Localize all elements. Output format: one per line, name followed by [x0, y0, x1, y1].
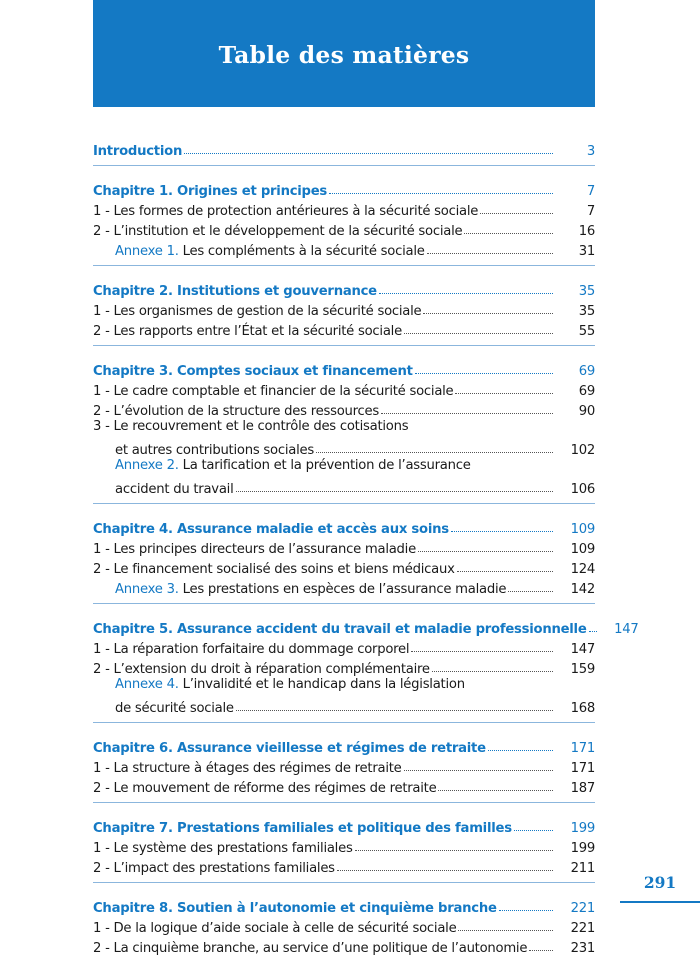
toc-entry-text: 2 - L’impact des prestations familiales — [93, 861, 335, 876]
annex-prefix: Annexe 2. — [115, 458, 179, 473]
dot-leader — [316, 452, 553, 453]
toc-item — [93, 916, 595, 936]
page-ref: 147 — [614, 622, 639, 637]
toc-entry-label — [93, 821, 512, 836]
toc-entry-text: 1 - Les principes directeurs de l’assurance maladie — [93, 542, 416, 557]
toc-entry-label — [115, 482, 234, 497]
dot-leader — [423, 313, 553, 314]
dot-leader — [480, 213, 553, 214]
page-ref: 16 — [578, 224, 595, 239]
toc-entry-first-line — [93, 419, 595, 438]
page-ref: 142 — [570, 582, 595, 597]
toc-entry-text: de sécurité sociale — [115, 701, 234, 716]
page-ref: 171 — [570, 741, 595, 756]
dot-leader — [438, 790, 553, 791]
toc-entry-label — [93, 861, 335, 876]
toc-entry-label — [93, 304, 421, 319]
toc-entry-first-line — [93, 677, 595, 696]
dot-leader — [404, 333, 553, 334]
dot-leader — [499, 910, 553, 911]
dot-leader — [432, 671, 553, 672]
toc-item — [93, 856, 595, 876]
page-ref: 35 — [578, 284, 595, 299]
dot-leader — [458, 930, 553, 931]
toc-entry-label — [93, 841, 353, 856]
dot-leader — [455, 393, 553, 394]
toc-entry-text: Les compléments à la sécurité sociale — [182, 244, 425, 259]
toc-entry-label — [93, 941, 527, 956]
toc-entry-label — [93, 781, 436, 796]
toc-item — [93, 438, 595, 458]
page-ref: 211 — [570, 861, 595, 876]
dot-leader — [337, 870, 553, 871]
toc-entry-text: Chapitre 1. Origines et principes — [93, 184, 328, 199]
toc-entry-label — [93, 901, 497, 916]
toc-section — [93, 276, 595, 346]
page-ref: 90 — [578, 404, 595, 419]
toc-entry-label — [93, 284, 377, 299]
dot-leader — [589, 631, 597, 632]
toc-section — [93, 893, 595, 962]
page-ref: 3 — [586, 144, 595, 159]
table-of-contents — [93, 136, 639, 972]
toc-entry-label — [93, 404, 379, 419]
toc-item — [93, 936, 595, 956]
toc-entry-label — [93, 224, 462, 239]
toc-entry-label — [93, 144, 182, 159]
toc-item — [93, 756, 595, 776]
toc-item — [93, 399, 595, 419]
toc-entry-text: L’invalidité et le handicap dans la législation — [182, 677, 465, 692]
toc-entry-label — [115, 582, 506, 597]
toc-entry-text: et autres contributions sociales — [115, 443, 314, 458]
toc-item — [93, 776, 595, 796]
toc-chapter — [93, 893, 595, 916]
toc-entry-text: 2 - Le mouvement de réforme des régimes de retraite — [93, 781, 437, 796]
toc-item — [93, 657, 595, 677]
dot-leader — [488, 750, 553, 751]
toc-entry-text: Chapitre 5. Assurance accident du travail et maladie professionnelle — [93, 622, 587, 637]
toc-entry-text: 1 - Les organismes de gestion de la sécurité sociale — [93, 304, 422, 319]
toc-entry-text: 1 - La structure à étages des régimes de retraite — [93, 761, 402, 776]
toc-section — [93, 813, 595, 883]
page-ref: 35 — [578, 304, 595, 319]
page-ref: 7 — [586, 204, 595, 219]
page-ref: 69 — [578, 384, 595, 399]
toc-item — [93, 319, 595, 339]
toc-entry-text: 2 - La cinquième branche, au service d’une politique de l’autonomie — [93, 941, 528, 956]
toc-chapter — [93, 813, 595, 836]
toc-entry-text: 1 - La réparation forfaitaire du dommage corporel — [93, 642, 410, 657]
toc-entry-text: 1 - Le cadre comptable et financier de la sécurité sociale — [93, 384, 454, 399]
toc-entry-text: Chapitre 4. Assurance maladie et accès aux soins — [93, 522, 449, 537]
dot-leader — [464, 233, 553, 234]
toc-entry-text: 3 - Le recouvrement et le contrôle des cotisations — [93, 419, 409, 434]
dot-leader — [451, 531, 553, 532]
toc-entry-label — [93, 761, 402, 776]
page-ref: 69 — [578, 364, 595, 379]
toc-entry-text: 1 - Les formes de protection antérieures à la sécurité sociale — [93, 204, 479, 219]
dot-leader — [236, 710, 553, 711]
toc-item — [93, 836, 595, 856]
toc-chapter — [93, 614, 639, 637]
toc-entry-text: La tarification et la prévention de l’assurance — [182, 458, 471, 473]
toc-entry-label — [115, 701, 234, 716]
toc-entry-text: 1 - Le système des prestations familiales — [93, 841, 353, 856]
toc-entry-text: Introduction — [93, 144, 183, 159]
page-ref: 171 — [570, 761, 595, 776]
toc-chapter — [93, 356, 595, 379]
toc-chapter — [93, 733, 595, 756]
toc-chapter — [93, 136, 595, 159]
dot-leader — [355, 850, 553, 851]
page-title: Table des matières — [218, 40, 470, 69]
annex-prefix: Annexe 3. — [115, 582, 179, 597]
toc-entry-text: 1 - De la logique d’aide sociale à celle de sécurité sociale — [93, 921, 457, 936]
toc-entry-first-line — [93, 458, 595, 477]
toc-item — [93, 219, 595, 239]
dot-leader — [411, 651, 553, 652]
toc-entry-label — [93, 562, 455, 577]
toc-entry-label — [93, 542, 416, 557]
toc-entry-text: 2 - Le financement socialisé des soins et biens médicaux — [93, 562, 455, 577]
page-ref: 199 — [570, 841, 595, 856]
dot-leader — [415, 373, 553, 374]
dot-leader — [529, 950, 553, 951]
dot-leader — [184, 153, 553, 154]
toc-annex — [93, 477, 595, 497]
toc-chapter — [93, 176, 595, 199]
toc-entry-label — [93, 662, 430, 677]
page-ref: 55 — [578, 324, 595, 339]
toc-item — [93, 557, 595, 577]
toc-annex — [93, 577, 595, 597]
toc-section — [93, 514, 595, 604]
dot-leader — [418, 551, 553, 552]
page-ref: 221 — [570, 901, 595, 916]
page-ref: 187 — [570, 781, 595, 796]
toc-entry-label — [115, 443, 314, 458]
toc-entry-text: Chapitre 6. Assurance vieillesse et régimes de retraite — [93, 741, 486, 756]
page-number: 291 — [620, 873, 700, 903]
toc-entry-text: 2 - L’institution et le développement de la sécurité sociale — [93, 224, 463, 239]
page-ref: 147 — [570, 642, 595, 657]
toc-entry-label — [115, 244, 425, 259]
toc-item — [93, 537, 595, 557]
annex-prefix: Annexe 1. — [115, 244, 179, 259]
toc-chapter — [93, 514, 595, 537]
dot-leader — [427, 253, 553, 254]
toc-entry-label — [93, 741, 486, 756]
toc-entry-label — [93, 204, 478, 219]
toc-section — [93, 356, 595, 504]
toc-entry-label — [93, 184, 327, 199]
toc-entry-label — [93, 324, 402, 339]
toc-entry-label — [93, 364, 413, 379]
toc-entry-label — [93, 622, 587, 637]
page-ref: 109 — [570, 542, 595, 557]
title-band — [93, 0, 595, 107]
toc-entry-text: 2 - L’extension du droit à réparation complémentaire — [93, 662, 430, 677]
dot-leader — [457, 571, 553, 572]
toc-entry-label — [93, 642, 409, 657]
toc-annex — [93, 239, 595, 259]
toc-entry-text: 2 - L’évolution de la structure des ressources — [93, 404, 380, 419]
page-ref: 31 — [578, 244, 595, 259]
toc-entry-text: Chapitre 3. Comptes sociaux et financement — [93, 364, 413, 379]
page-ref: 159 — [570, 662, 595, 677]
toc-entry-text: Chapitre 2. Institutions et gouvernance — [93, 284, 377, 299]
toc-section — [93, 614, 639, 723]
toc-entry-label — [93, 384, 453, 399]
page-ref: 102 — [570, 443, 595, 458]
toc-item — [93, 379, 595, 399]
dot-leader — [329, 193, 553, 194]
page-ref: 106 — [570, 482, 595, 497]
page-ref: 7 — [586, 184, 595, 199]
page-ref: 221 — [570, 921, 595, 936]
toc-item — [93, 199, 595, 219]
toc-entry-label — [93, 921, 456, 936]
toc-section — [93, 733, 595, 803]
toc-entry-text: accident du travail — [115, 482, 234, 497]
toc-section — [93, 136, 595, 166]
page-ref: 231 — [570, 941, 595, 956]
toc-item — [93, 299, 595, 319]
dot-leader — [514, 830, 553, 831]
toc-entry-text: 2 - Les rapports entre l’État et la sécurité sociale — [93, 324, 402, 339]
toc-section — [93, 176, 595, 266]
toc-item — [93, 637, 595, 657]
toc-entry-text: Les prestations en espèces de l’assurance maladie — [182, 582, 507, 597]
toc-chapter — [93, 276, 595, 299]
toc-annex — [93, 696, 595, 716]
toc-entry-text: Chapitre 8. Soutien à l’autonomie et cinquième branche — [93, 901, 497, 916]
dot-leader — [381, 413, 553, 414]
dot-leader — [508, 591, 553, 592]
page-ref: 199 — [570, 821, 595, 836]
annex-prefix: Annexe 4. — [115, 677, 179, 692]
toc-entry-text: Chapitre 7. Prestations familiales et politique des familles — [93, 821, 512, 836]
dot-leader — [379, 293, 553, 294]
dot-leader — [236, 491, 553, 492]
page-ref: 109 — [570, 522, 595, 537]
page-ref: 124 — [570, 562, 595, 577]
dot-leader — [404, 770, 553, 771]
toc-entry-label — [93, 522, 449, 537]
page-ref: 168 — [570, 701, 595, 716]
